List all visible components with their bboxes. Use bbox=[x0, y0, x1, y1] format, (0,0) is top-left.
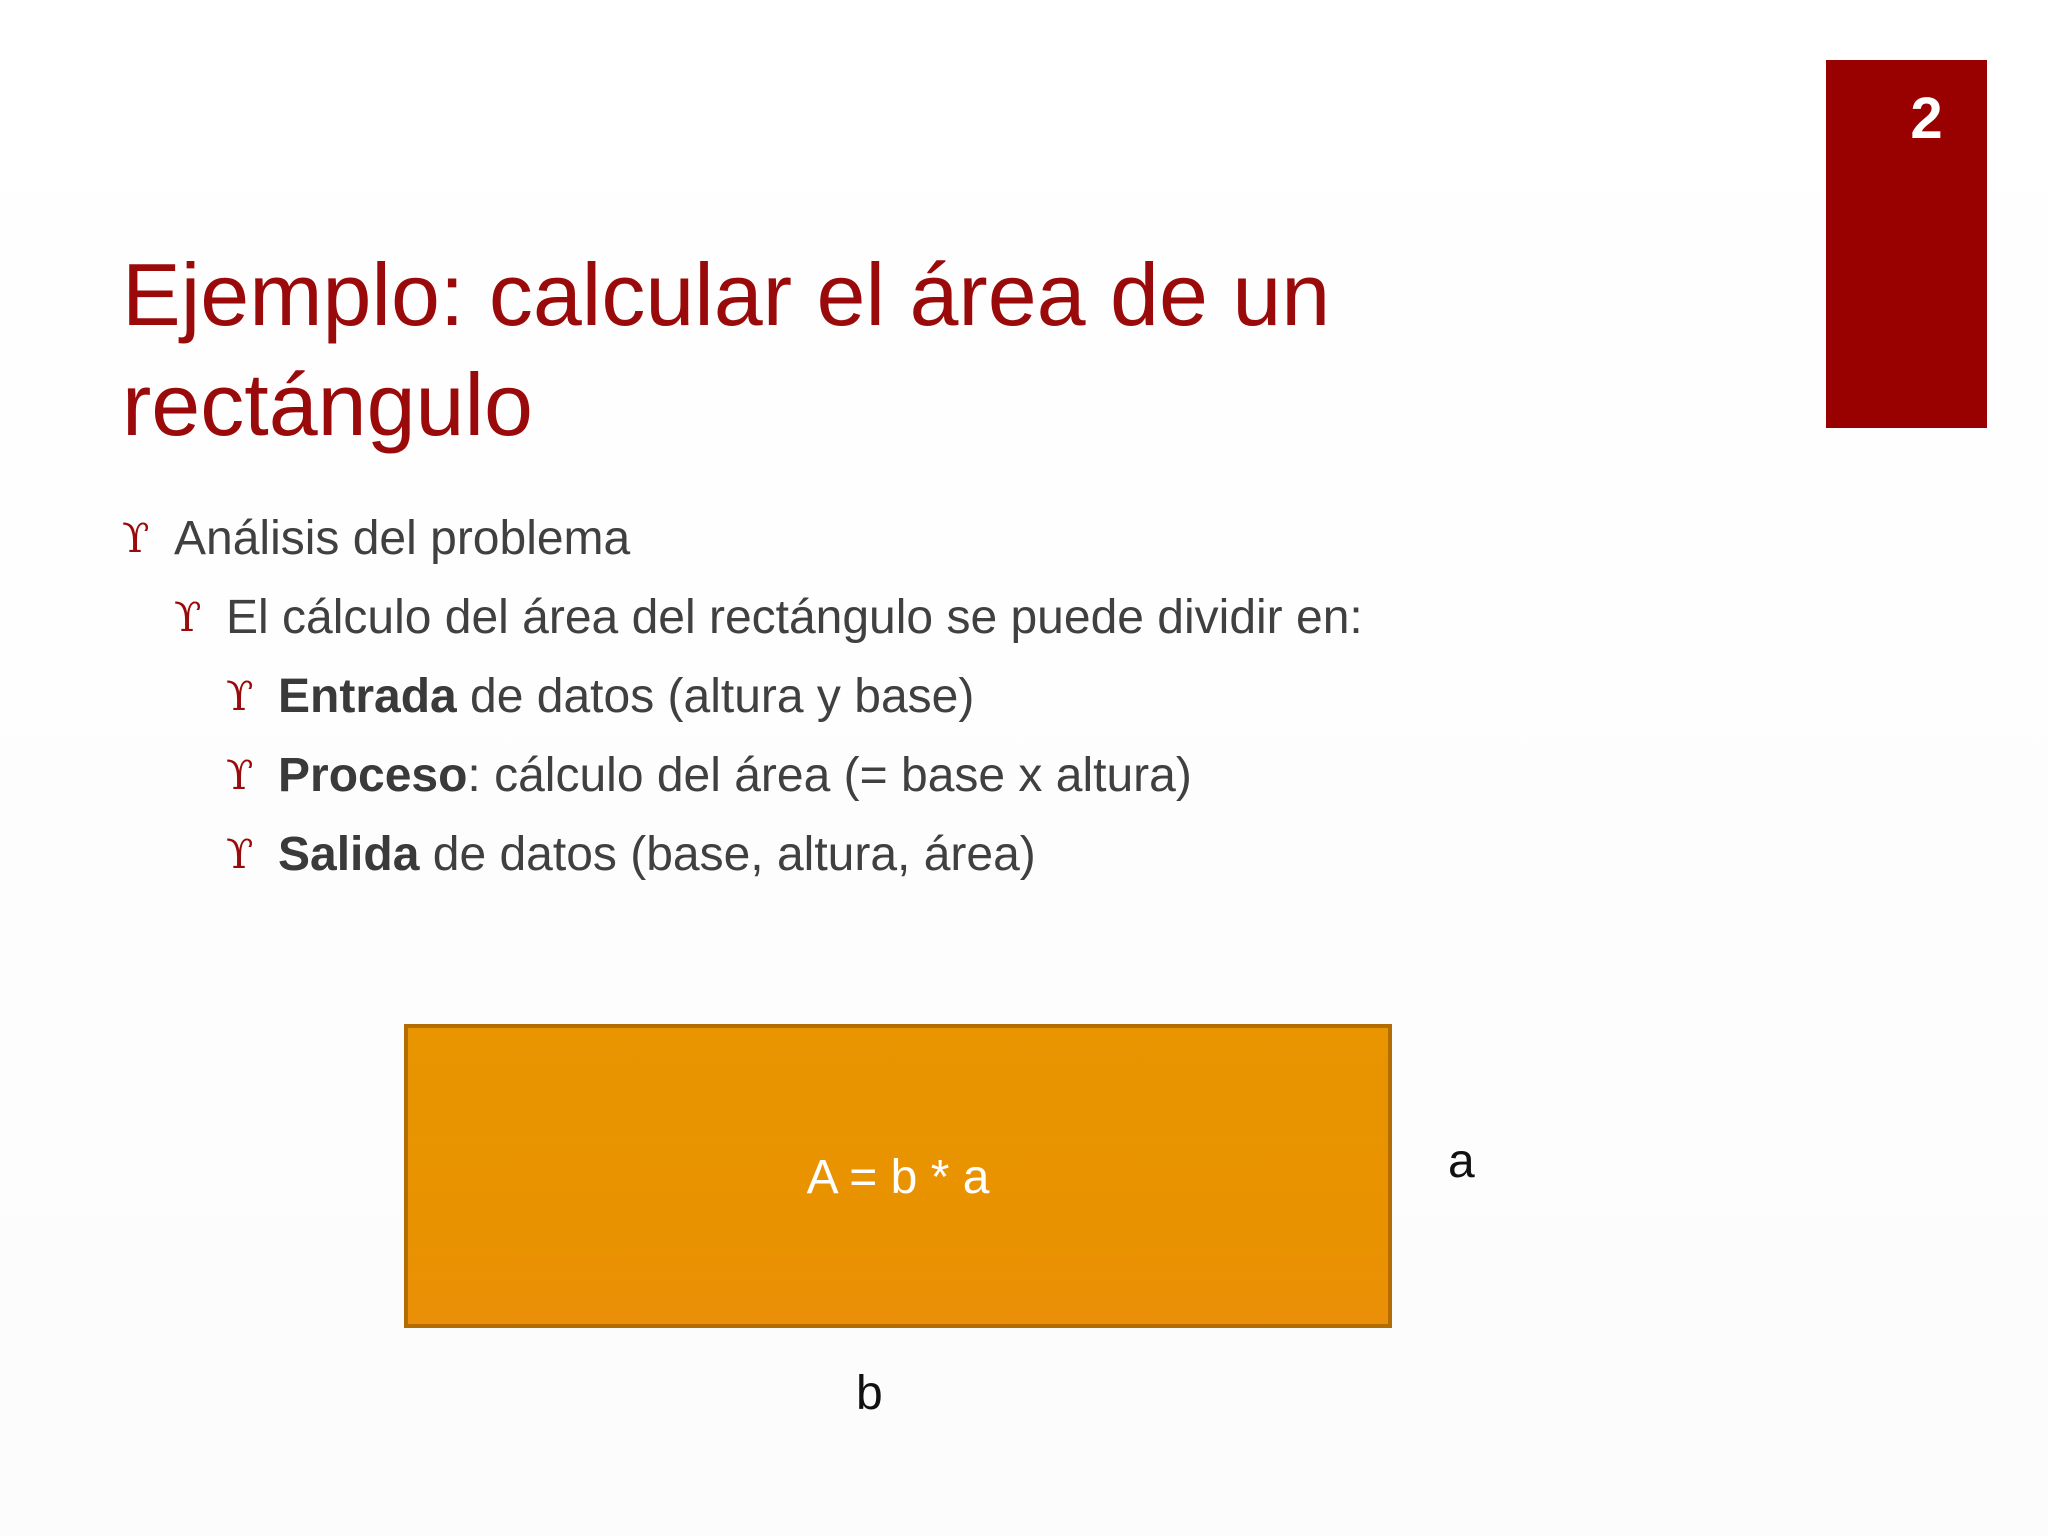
upsilon-bullet-icon: ϒ bbox=[226, 753, 254, 799]
upsilon-bullet-icon: ϒ bbox=[226, 832, 254, 878]
slide-number: 2 bbox=[1910, 86, 1943, 151]
bullet-item bbox=[122, 664, 1762, 743]
upsilon-bullet-icon: ϒ bbox=[174, 595, 202, 641]
slide-number-tab bbox=[1826, 60, 1987, 428]
bullet-list bbox=[122, 506, 1762, 901]
bullet-text: El cálculo del área del rectángulo se puede dividir en: bbox=[226, 591, 1363, 644]
upsilon-bullet-icon: ϒ bbox=[226, 674, 254, 720]
bullet-bold-term: Proceso bbox=[278, 749, 468, 802]
bullet-item bbox=[122, 743, 1762, 822]
rectangle-shape bbox=[404, 1024, 1392, 1328]
bullet-item bbox=[122, 585, 1762, 664]
side-label-a: a bbox=[1448, 1135, 1475, 1188]
bullet-bold-term: Salida bbox=[278, 828, 420, 881]
bullet-bold-term: Entrada bbox=[278, 670, 457, 723]
bullet-item bbox=[122, 506, 1762, 585]
upsilon-bullet-icon: ϒ bbox=[122, 516, 150, 562]
area-formula: A = b * a bbox=[806, 1151, 990, 1204]
bullet-text: de datos (base, altura, área) bbox=[419, 828, 1036, 881]
bottom-label-b: b bbox=[856, 1367, 883, 1420]
bullet-item bbox=[122, 822, 1762, 901]
bullet-text: Análisis del problema bbox=[174, 512, 631, 565]
bullet-text: : cálculo del área (= base x altura) bbox=[467, 749, 1192, 802]
bullet-text: de datos (altura y base) bbox=[456, 670, 975, 723]
slide-title: Ejemplo: calcular el área de un rectángulo bbox=[122, 245, 1331, 454]
